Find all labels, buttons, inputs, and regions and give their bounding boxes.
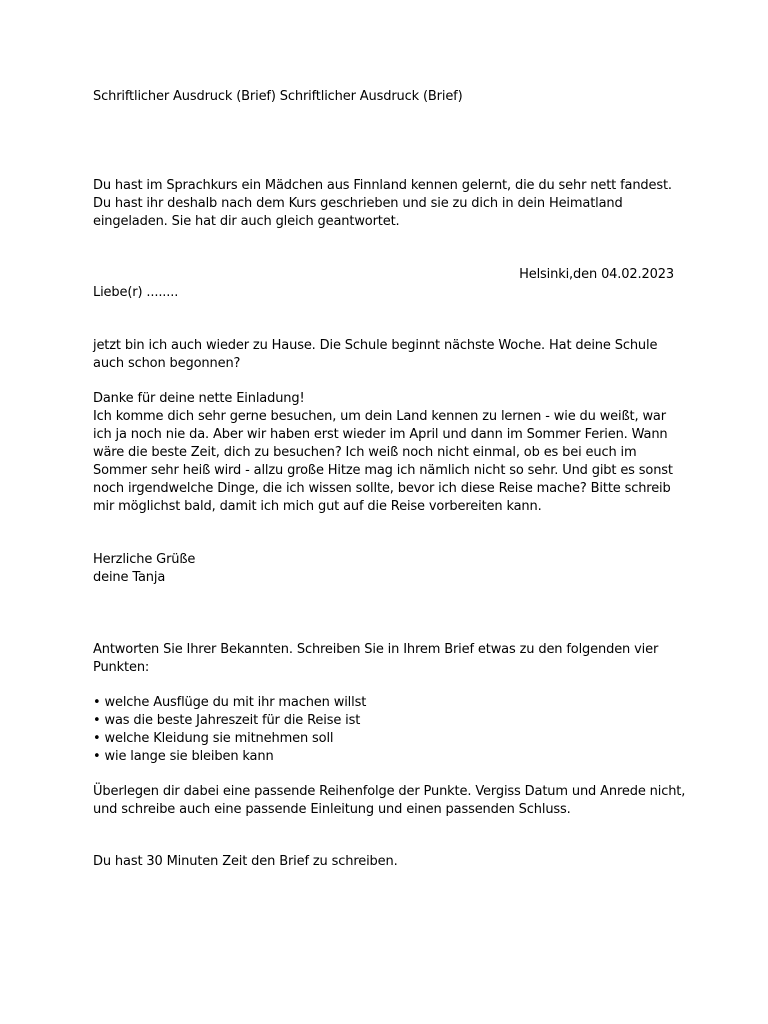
letter-paragraph-line: ich ja noch nie da. Aber wir haben erst wieder im April und dann im Sommer Ferien. Wann [93, 427, 668, 442]
intro-line: Du hast ihr deshalb nach dem Kurs geschrieben und sie zu dich in dein Heimatland [93, 196, 623, 211]
task-point: • welche Kleidung sie mitnehmen soll [93, 731, 334, 746]
task-point: • welche Ausflüge du mit ihr machen willst [93, 695, 367, 710]
intro-line: eingeladen. Sie hat dir auch gleich geantwortet. [93, 214, 400, 229]
letter-paragraph-line: Sommer sehr heiß wird - allzu große Hitze mag ich nämlich nicht so sehr. Und gibt es sonst [93, 463, 673, 478]
letter-closing: Herzliche Grüße [93, 552, 196, 567]
intro-line: Du hast im Sprachkurs ein Mädchen aus Finnland kennen gelernt, die du sehr nett fandest. [93, 178, 672, 193]
letter-paragraph-line: Ich komme dich sehr gerne besuchen, um dein Land kennen zu lernen - wie du weißt, war [93, 409, 666, 424]
task-note-line: und schreibe auch eine passende Einleitung und einen passenden Schluss. [93, 802, 571, 817]
letter-paragraph-line: noch irgendwelche Dinge, die ich wissen sollte, bevor ich diese Reise mache? Bitte schreib [93, 481, 671, 496]
letter-paragraph-line: wäre die beste Zeit, dich zu besuchen? Ich weiß noch nicht einmal, ob es bei euch im [93, 445, 637, 460]
document-title: Schriftlicher Ausdruck (Brief) Schriftlicher Ausdruck (Brief) [93, 89, 463, 104]
task-point: • was die beste Jahreszeit für die Reise ist [93, 713, 361, 728]
letter-paragraph-line: mir möglichst bald, damit ich mich gut auf die Reise vorbereiten kann. [93, 499, 542, 514]
task-note-line: Überlegen dir dabei eine passende Reihenfolge der Punkte. Vergiss Datum und Anrede nicht, [93, 784, 686, 799]
letter-place-date: Helsinki,den 04.02.2023 [519, 267, 674, 282]
letter-paragraph-line: jetzt bin ich auch wieder zu Hause. Die Schule beginnt nächste Woche. Hat deine Schule [93, 338, 658, 353]
task-point: • wie lange sie bleiben kann [93, 749, 274, 764]
task-instruction-line: Punkten: [93, 660, 150, 675]
letter-signature: deine Tanja [93, 570, 166, 585]
letter-salutation: Liebe(r) ........ [93, 285, 179, 300]
task-instruction-line: Antworten Sie Ihrer Bekannten. Schreiben Sie in Ihrem Brief etwas zu den folgenden vier [93, 642, 659, 657]
task-time-limit: Du hast 30 Minuten Zeit den Brief zu schreiben. [93, 854, 398, 869]
letter-paragraph-line: auch schon begonnen? [93, 356, 241, 371]
letter-paragraph-line: Danke für deine nette Einladung! [93, 391, 305, 406]
